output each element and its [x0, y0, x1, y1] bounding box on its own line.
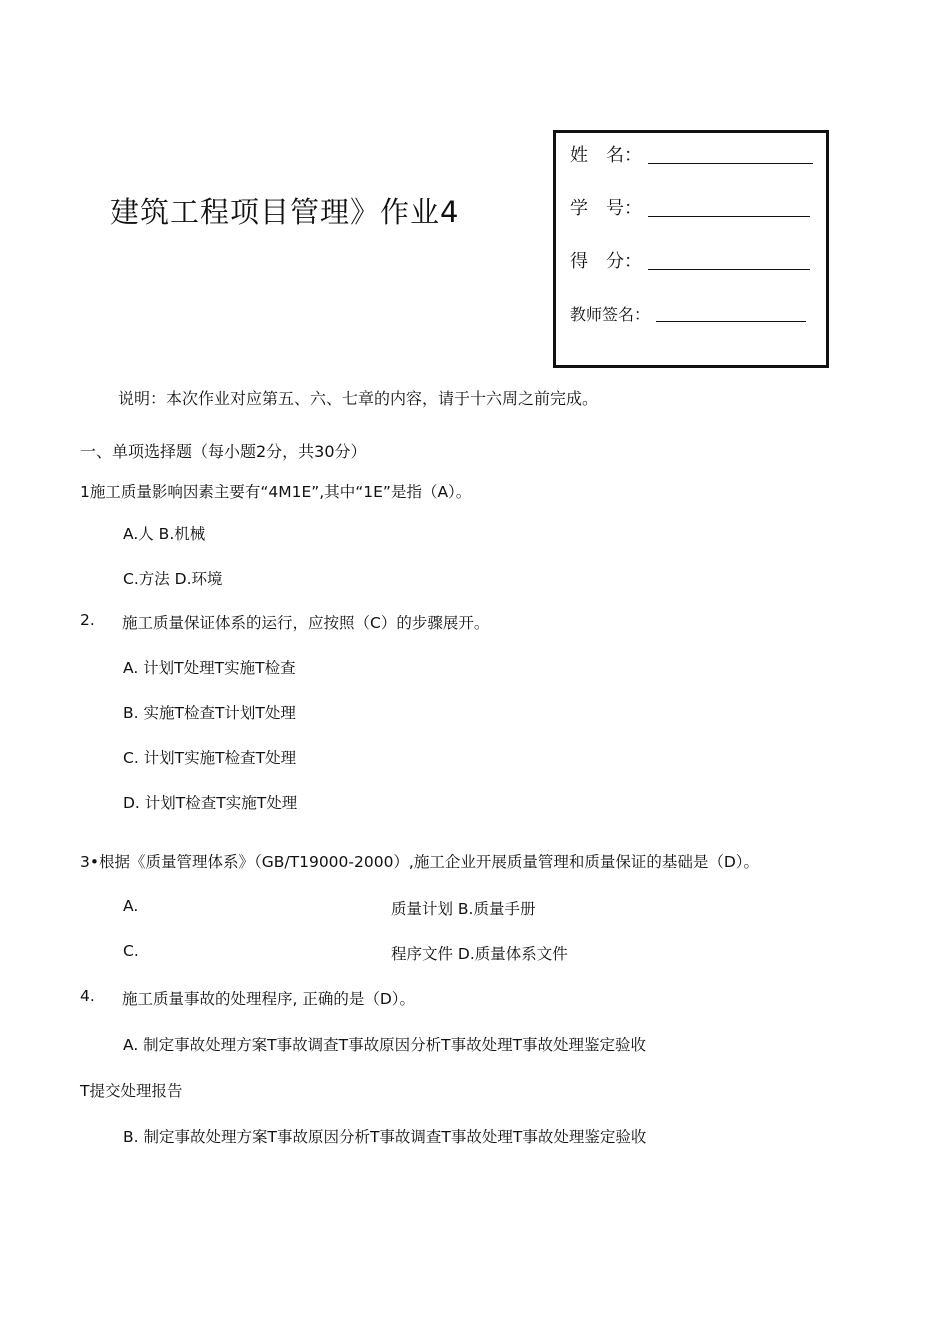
question-2-stem: 施工质量保证体系的运行，应按照（C）的步骤展开。 — [122, 614, 490, 632]
student-id-label: 学 号： — [570, 198, 642, 219]
section-heading: 一、单项选择题（每小题2分，共30分） — [80, 442, 367, 461]
question-2-number: 2. — [80, 611, 95, 629]
name-blank-line[interactable] — [648, 162, 813, 164]
question-4-option-b: B. 制定事故处理方案T事故原因分析T事故调查T事故处理T事故处理鉴定验收 — [123, 1128, 647, 1146]
question-4-option-a: A. 制定事故处理方案T事故调查T事故原因分析T事故处理T事故处理鉴定验收 — [123, 1036, 647, 1054]
question-4-option-a-continued: T提交处理报告 — [80, 1082, 183, 1100]
question-4-number: 4. — [80, 987, 95, 1005]
question-2-option-c: C. 计划T实施T检查T处理 — [123, 749, 297, 767]
question-3-option-a-letter: A. — [123, 897, 139, 915]
question-2-option-b: B. 实施T检查T计划T处理 — [123, 704, 296, 722]
student-id-field — [570, 194, 810, 220]
score-field — [570, 247, 810, 273]
question-2-option-d: D. 计划T检查T实施T处理 — [123, 794, 298, 812]
question-3-option-c-letter: C. — [123, 942, 139, 960]
question-1-stem: 1施工质量影响因素主要有“4M1E”,其中“1E”是指（A）。 — [80, 483, 472, 501]
question-4-stem: 施工质量事故的处理程序, 正确的是（D）。 — [122, 990, 416, 1008]
teacher-signature-field — [570, 302, 806, 325]
question-1-options-cd: C.方法 D.环境 — [123, 570, 223, 588]
student-info-box — [553, 130, 829, 368]
assignment-note: 说明：本次作业对应第五、六、七章的内容，请于十六周之前完成。 — [118, 389, 599, 408]
page-title: 建筑工程项目管理》作业4 — [110, 195, 460, 229]
teacher-signature-label: 教师签名： — [570, 305, 651, 324]
question-1-options-ab: A.人 B.机械 — [123, 525, 206, 543]
name-label: 姓 名： — [570, 145, 642, 166]
question-3-stem: 3•根据《质量管理体系》（GB/T19000-2000）,施工企业开展质量管理和质量保证的基础是（D）。 — [80, 853, 760, 871]
name-field — [570, 141, 813, 167]
question-2-option-a: A. 计划T处理T实施T检查 — [123, 659, 296, 677]
score-label: 得 分： — [570, 251, 642, 272]
question-3-options-ab: 质量计划 B.质量手册 — [391, 900, 536, 918]
teacher-signature-blank-line[interactable] — [656, 320, 806, 322]
student-id-blank-line[interactable] — [648, 215, 810, 217]
score-blank-line[interactable] — [648, 268, 810, 270]
question-3-options-cd: 程序文件 D.质量体系文件 — [391, 945, 568, 963]
